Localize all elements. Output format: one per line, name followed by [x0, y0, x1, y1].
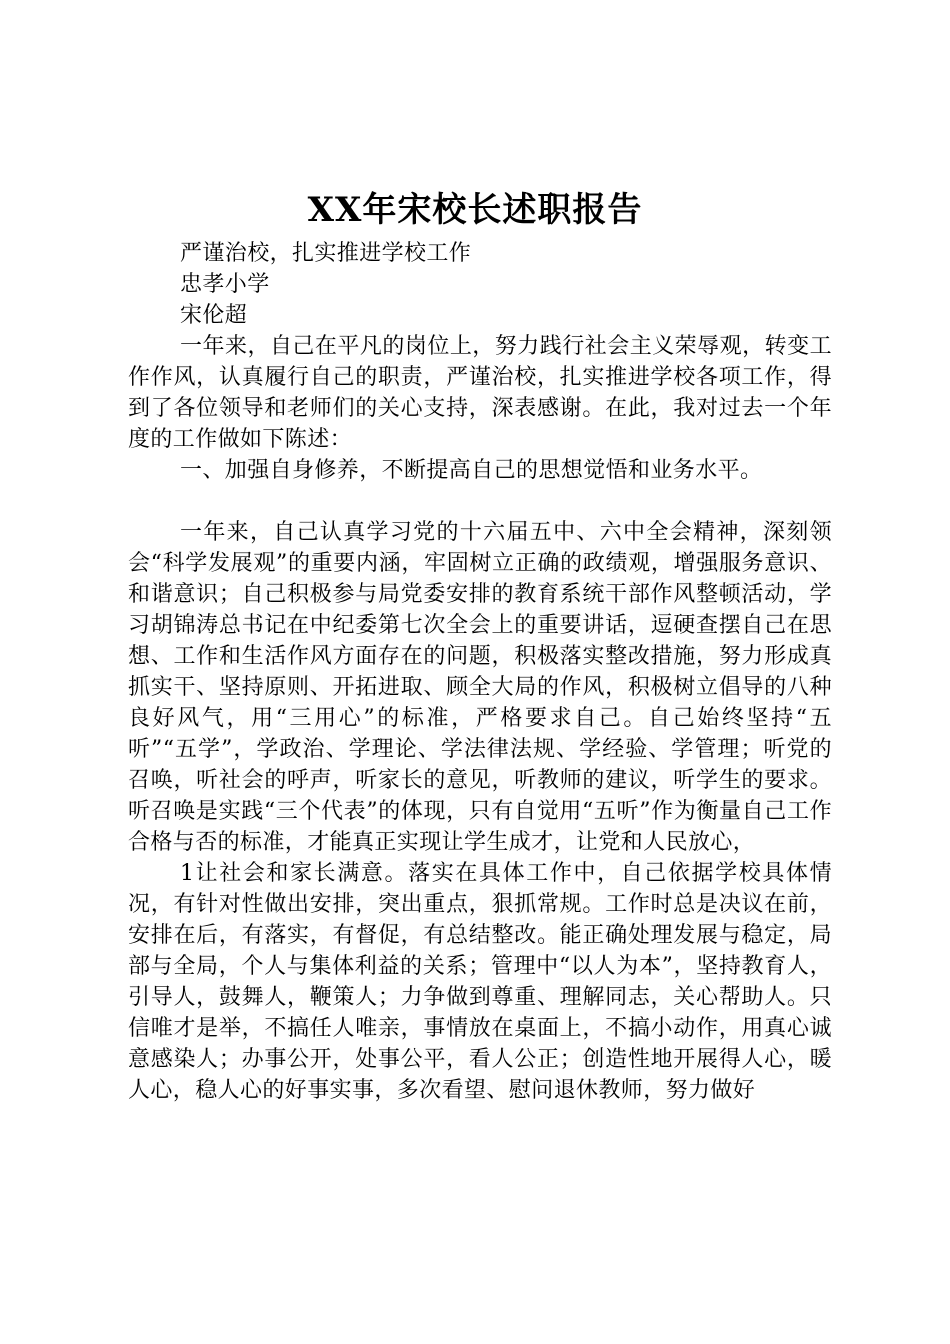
- document-body: [128, 238, 832, 1106]
- document-title: XX年宋校长述职报告: [307, 190, 643, 230]
- blank-line: [128, 486, 832, 517]
- paragraph-intro: 一年来，自己在平凡的岗位上，努力践行社会主义荣辱观，转变工作作风，认真履行自己的职责，严谨治校，扎实推进学校各项工作，得到了各位领导和老师们的关心支持，深表感谢。在此，我对过去一个年度的工作做如下陈述：: [128, 334, 832, 452]
- paragraph-work: 1让社会和家长满意。落实在具体工作中，自己依据学校具体情况，有针对性做出安排，突出重点，狠抓常规。工作时总是决议在前，安排在后，有落实，有督促，有总结整改。能正确处理发展与稳定，局部与全局，个人与集体利益的关系；管理中“以人为本”，坚持教育人，引导人，鼓舞人，鞭策人；力争做到尊重、理解同志，关心帮助人。只信唯才是举，不搞任人唯亲，事情放在桌面上，不搞小动作，用真心诚意感染人；办事公开，处事公平，看人公正；创造性地开展得人心，暖人心，稳人心的好事实事，多次看望、慰问退休教师，努力做好: [128, 861, 832, 1103]
- section-heading-1: 一、加强自身修养，不断提高自己的思想觉悟和业务水平。: [180, 458, 763, 483]
- school-name: 忠孝小学: [180, 272, 270, 297]
- paragraph-study: 一年来，自己认真学习党的十六届五中、六中全会精神，深刻领会“科学发展观”的重要内涵，牢固树立正确的政绩观，增强服务意识、和谐意识；自己积极参与局党委安排的教育系统干部作风整顿活动，学习胡锦涛总书记在中纪委第七次全会上的重要讲话，逗硬查摆自己在思想、工作和生活作风方面存在的问题，积极落实整改措施，努力形成真抓实干、坚持原则、开拓进取、顾全大局的作风，积极树立倡导的八种良好风气，用“三用心”的标准，严格要求自己。自己始终坚持“五听”“五学”，学政治、学理论、学法律法规、学经验、学管理；听党的召唤，听社会的呼声，听家长的意见，听教师的建议，听学生的要求。听召唤是实践“三个代表”的体现，只有自觉用“五听”作为衡量自己工作合格与否的标准，才能真正实现让学生成才，让党和人民放心，: [128, 520, 832, 855]
- author-name: 宋伦超: [180, 303, 248, 328]
- subtitle: 严谨治校，扎实推进学校工作: [180, 241, 472, 266]
